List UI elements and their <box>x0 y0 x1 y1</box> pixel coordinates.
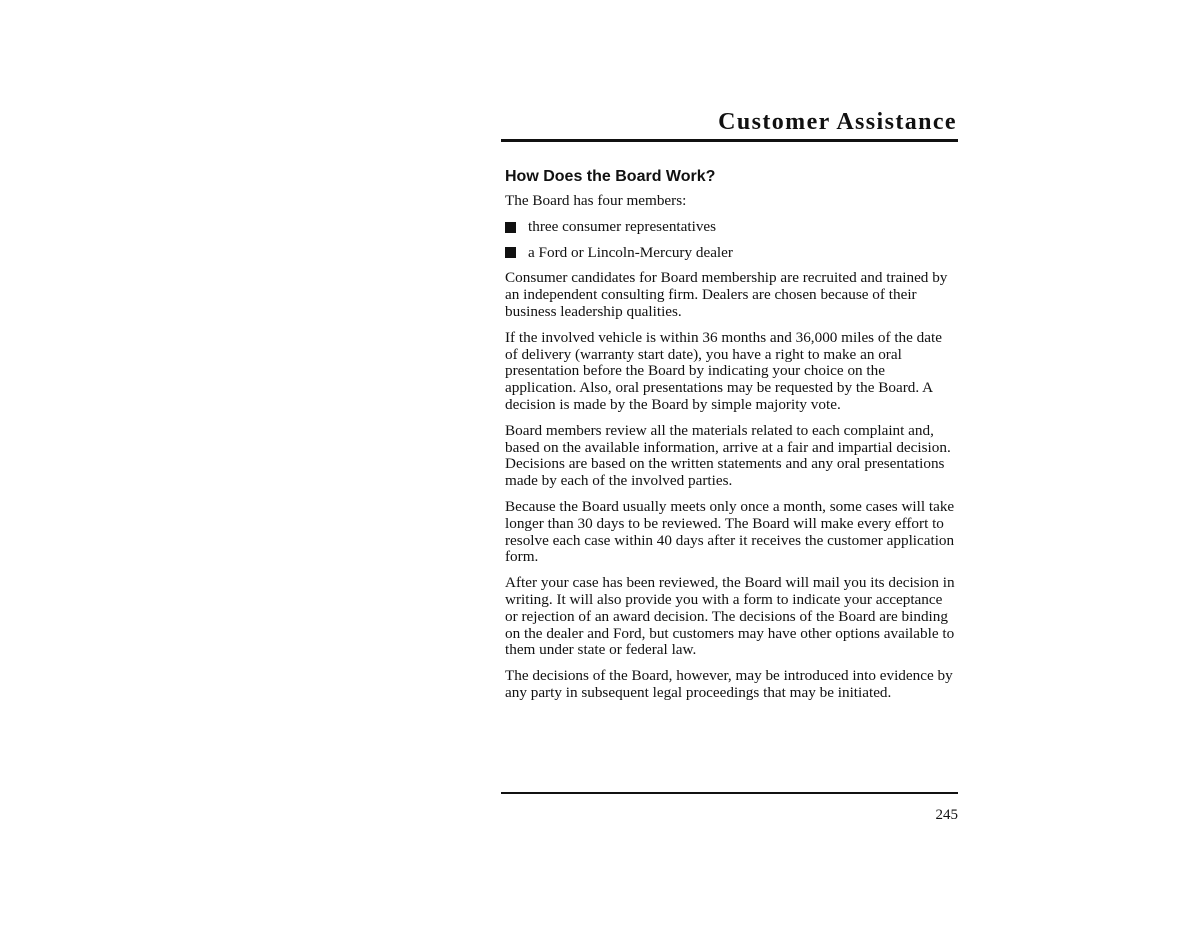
header-divider <box>501 139 958 142</box>
body-paragraph: Because the Board usually meets only once a month, some cases will take longer than 30 days to be reviewed. The Board will make every effort to resolve each case within 40 days after it receives the customer application form. <box>505 497 955 566</box>
section-body <box>501 167 958 702</box>
body-paragraph: If the involved vehicle is within 36 months and 36,000 miles of the date of delivery (warranty start date), you have a right to make an oral presentation before the Board by indicating your choice on the application. Also, oral presentations may be requested by the Board. A decision is made by the Board by simple majority vote. <box>505 328 942 413</box>
page-number: 245 <box>935 807 958 823</box>
body-paragraph: After your case has been reviewed, the Board will mail you its decision in writing. It will also provide you with a form to indicate your acceptance or rejection of an award decision. The decisions of the Board are binding on the dealer and Ford, but customers may have other options available to them under state or federal law. <box>505 574 955 659</box>
intro-paragraph: The Board has four members: <box>505 192 687 209</box>
body-paragraph: Board members review all the materials related to each complaint and, based on the available information, arrive at a fair and impartial decision. Decisions are based on the written statements and any oral presentations made by each of the involved parties. <box>505 421 951 490</box>
page-content <box>501 105 958 711</box>
list-item-text: three consumer representatives <box>528 217 717 235</box>
section-heading: How Does the Board Work? <box>505 168 716 185</box>
list-item-text: a Ford or Lincoln-Mercury dealer <box>528 243 733 261</box>
body-paragraph: The decisions of the Board, however, may be introduced into evidence by any party in subsequent legal proceedings that may be initiated. <box>505 667 953 701</box>
list-item <box>505 245 956 262</box>
page-header-title: Customer Assistance <box>718 109 957 135</box>
footer-divider <box>501 792 958 794</box>
list-item <box>505 219 956 236</box>
square-bullet-icon <box>505 247 516 258</box>
body-paragraph: Consumer candidates for Board membership are recruited and trained by an independent consulting firm. Dealers are chosen because of their business leadership qualities. <box>505 269 948 320</box>
square-bullet-icon <box>505 222 516 233</box>
